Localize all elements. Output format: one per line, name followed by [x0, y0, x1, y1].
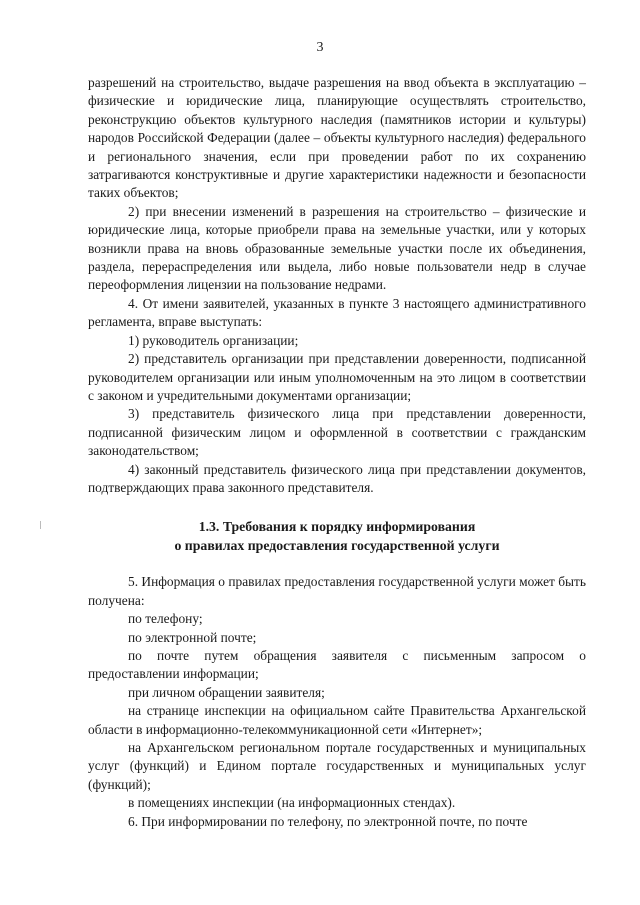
paragraph: 6. При информировании по телефону, по электронной почте, по почте — [128, 813, 528, 829]
paragraph: на странице инспекции на официальном сайте Правительства Архангельской области в информационно-телекоммуникационной сети «Интернет»; — [88, 703, 586, 737]
paragraph: по электронной почте; — [128, 629, 257, 645]
margin-mark — [40, 521, 41, 529]
paragraph: 4) законный представитель физического лица при представлении документов, подтверждающих права законного представителя. — [88, 461, 586, 495]
paragraph: 1) руководитель организации; — [128, 332, 299, 348]
paragraph: по телефону; — [128, 611, 203, 627]
paragraphs-top — [88, 74, 586, 497]
page-number: 3 — [316, 40, 324, 55]
section-heading-line-1: 1.3. Требования к порядку информирования — [198, 519, 476, 535]
paragraph: по почте путем обращения заявителя с письменным запросом о предоставлении информации; — [88, 647, 586, 682]
section-heading-line-2: о правилах предоставления государственной услуги — [174, 538, 500, 554]
paragraph: при личном обращении заявителя; — [128, 684, 325, 700]
document-body — [88, 74, 586, 831]
paragraph: 2) представитель организации при представлении доверенности, подписанной руководителем организации или иным уполномоченным на это лицом в соответствии с законом и учредительными документами организации; — [88, 351, 586, 403]
paragraph: 4. От имени заявителей, указанных в пункте 3 настоящего административного регламента, вправе выступать: — [88, 295, 586, 330]
paragraph: 3) представитель физического лица при представлении доверенности, подписанной физическим лицом и оформленной в соответствии с гражданским законодательством; — [88, 406, 586, 459]
paragraph: 5. Информация о правилах предоставления государственной услуги может быть получена: — [88, 574, 586, 608]
paragraphs-bottom — [88, 573, 586, 831]
section-heading — [88, 517, 586, 555]
paragraph: разрешений на строительство, выдаче разрешения на ввод объекта в эксплуатацию – физические и юридические лица, планирующие осуществлять строительство, реконструкцию объектов культурного наследия (памятников истории и культуры) народов Российской Федерации (далее – объекты культурного наследия) федерального и регионального значения, если при проведении работ по их сохранению затрагиваются конструктивные и другие характеристики надежности и безопасности таких объектов; — [88, 75, 586, 201]
paragraph: 2) при внесении изменений в разрешения на строительство – физические и юридические лица, которые приобрели права на земельные участки, или у которых возникли права на вновь образованные земельные участки после их объединения, раздела, перераспределения или выдела, либо новые пользователи недр в случае переоформления лицензии на пользование недрами. — [88, 203, 586, 293]
paragraph: на Архангельском региональном портале государственных и муниципальных услуг (функций) и Едином портале государственных и муниципальных услуг (функций); — [88, 740, 586, 792]
paragraph: в помещениях инспекции (на информационных стендах). — [128, 795, 456, 811]
